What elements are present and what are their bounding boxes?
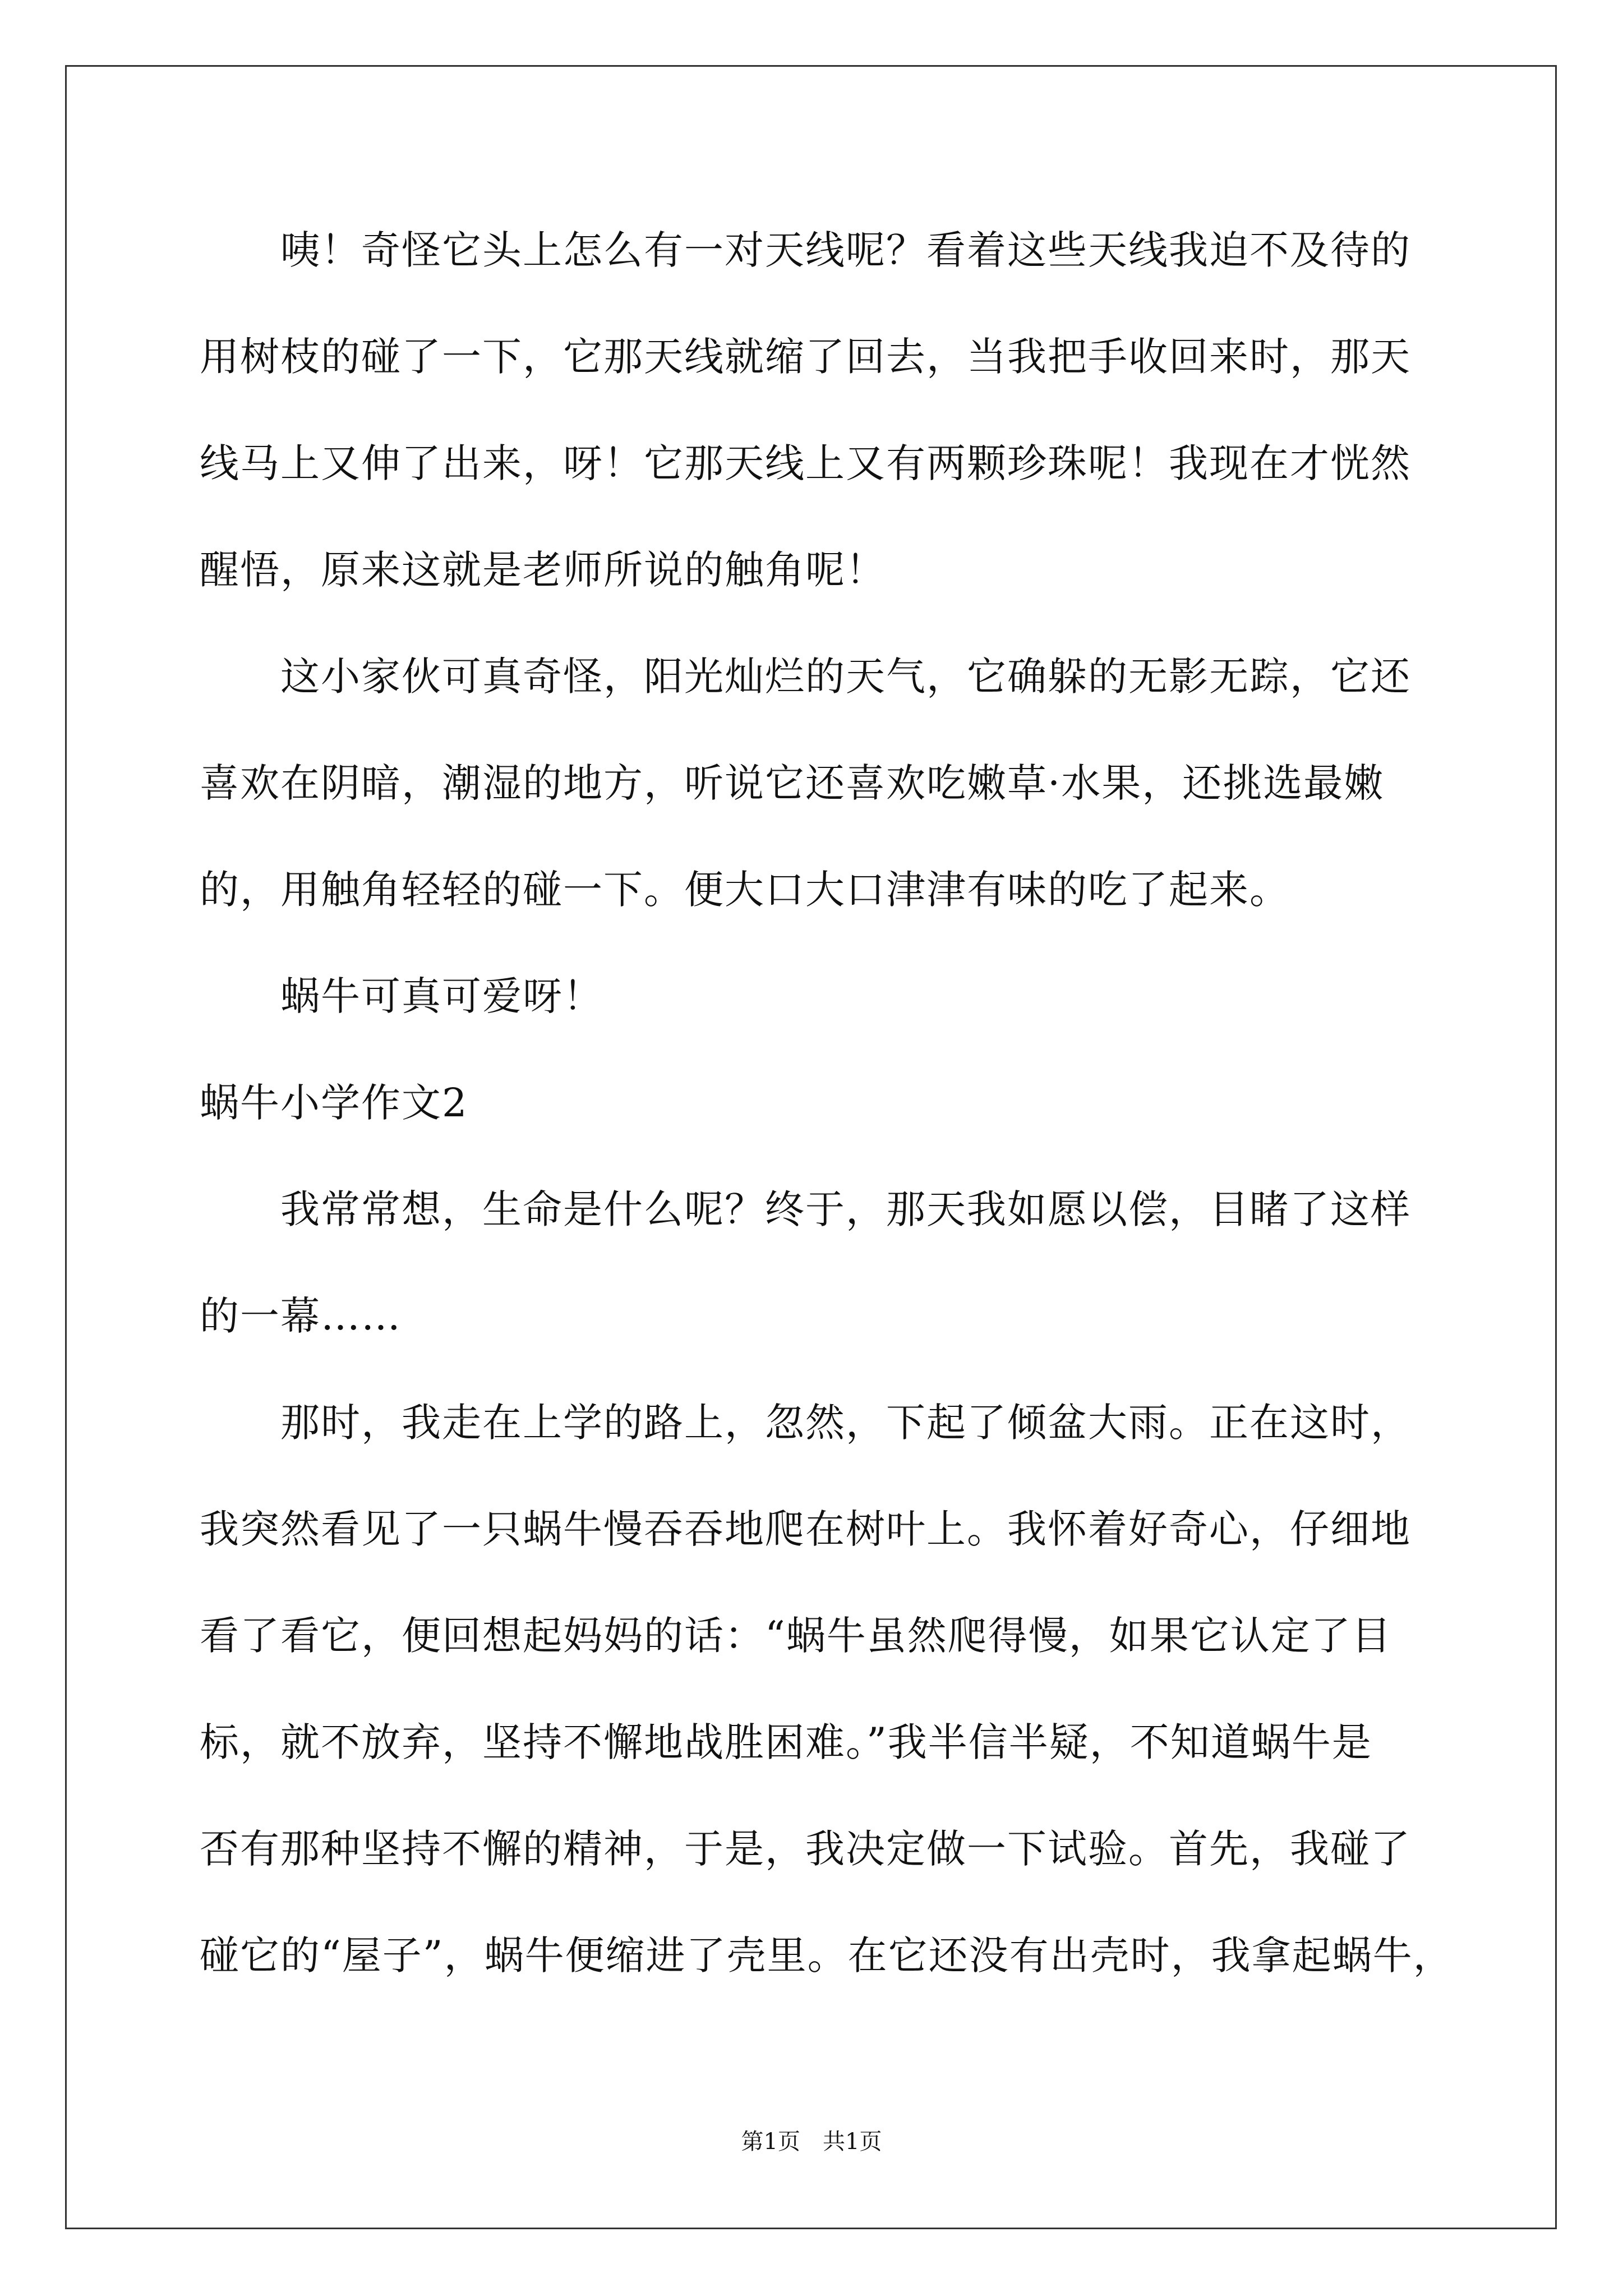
document-body: [200, 219, 1454, 2031]
text-line: 我常常想，生命是什么呢？终于，那天我如愿以偿，目睹了这样: [200, 1186, 1411, 1232]
text-line: 用树枝的碰了一下，它那天线就缩了回去，当我把手收回来时，那天: [200, 334, 1411, 380]
text-line: 醒悟，原来这就是老师所说的触角呢！: [200, 547, 886, 593]
text-line: 喜欢在阴暗，潮湿的地方，听说它还喜欢吃嫩草·水果，还挑选最嫩: [200, 760, 1385, 806]
text-line: 否有那种坚持不懈的精神，于是，我决定做一下试验。首先，我碰了: [200, 1826, 1411, 1872]
text-line: 的一幕……: [200, 1293, 402, 1339]
text-line: 这小家伙可真奇怪，阳光灿烂的天气，它确躲的无影无踪，它还: [200, 654, 1411, 700]
text-line: 标，就不放弃，坚持不懈地战胜困难。”我半信半疑，不知道蜗牛是: [200, 1719, 1372, 1765]
text-line: 蜗牛可真可爱呀！: [200, 973, 603, 1019]
text-line: 那时，我走在上学的路上，忽然，下起了倾盆大雨。正在这时，: [200, 1400, 1411, 1446]
text-line: 线马上又伸了出来，呀！它那天线上又有两颗珍珠呢！我现在才恍然: [200, 440, 1411, 486]
text-line: 看了看它，便回想起妈妈的话：“蜗牛虽然爬得慢，如果它认定了目: [200, 1613, 1392, 1659]
text-line: 碰它的“屋子”，蜗牛便缩进了壳里。在它还没有出壳时，我拿起蜗牛，: [200, 1932, 1454, 1978]
text-line: 咦！奇怪它头上怎么有一对天线呢？看着这些天线我迫不及待的: [200, 227, 1411, 273]
text-line: 的，用触角轻轻的碰一下。便大口大口津津有味的吃了起来。: [200, 867, 1290, 913]
text-line: 我突然看见了一只蜗牛慢吞吞地爬在树叶上。我怀着好奇心，仔细地: [200, 1506, 1411, 1552]
page-number: 第1页 共1页: [741, 2129, 882, 2155]
section-heading: 蜗牛小学作文2: [200, 1080, 468, 1126]
